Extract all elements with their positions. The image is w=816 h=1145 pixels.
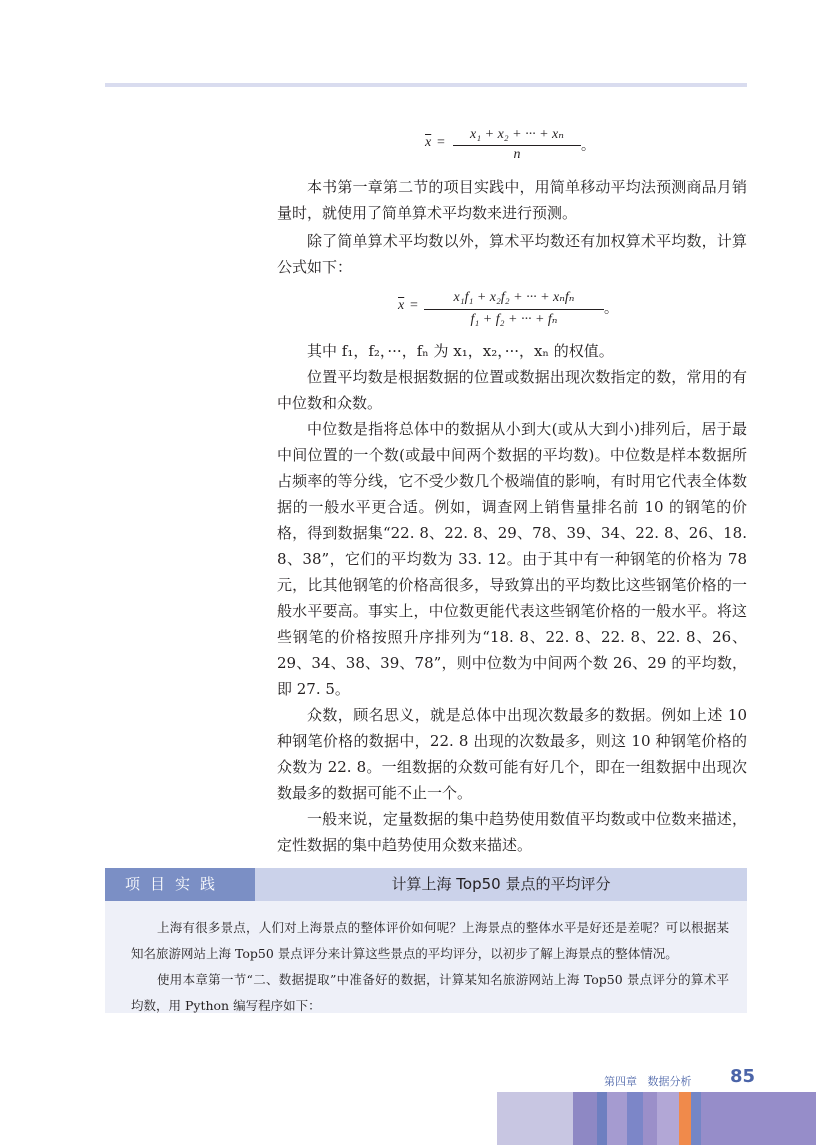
stripe bbox=[627, 1092, 643, 1145]
stripe bbox=[701, 1092, 816, 1145]
decorative-stripes bbox=[497, 1092, 816, 1145]
equals-sign: = bbox=[410, 298, 418, 313]
formula-denominator: n bbox=[513, 147, 521, 162]
stripe bbox=[691, 1092, 701, 1145]
formula-denominator: f₁ + f₂ + ··· + fₙ bbox=[470, 312, 558, 327]
equals-sign: = bbox=[437, 135, 445, 150]
fraction-bar bbox=[453, 145, 581, 146]
formula-lhs: $\overline{x}$ bbox=[425, 135, 432, 150]
stripe bbox=[497, 1092, 573, 1145]
footer-chapter bbox=[604, 1073, 692, 1089]
stripe bbox=[573, 1092, 597, 1145]
paragraph: 位置平均数是根据数据的位置或数据出现次数指定的数，常用的有中位数和众数。 bbox=[277, 368, 747, 412]
project-paragraph: 使用本章第一节“二、数据提取”中准备好的数据，计算某知名旅游网站上海 Top50 景点评分的算术平均数，用 Python 编写程序如下： bbox=[131, 972, 729, 1013]
page-number: 85 bbox=[730, 1066, 756, 1087]
stripe bbox=[643, 1092, 657, 1145]
chapter-label: 第四章 bbox=[604, 1075, 637, 1088]
formula-end: 。 bbox=[604, 302, 618, 317]
stripe bbox=[597, 1092, 607, 1145]
project-paragraph: 上海有很多景点，人们对上海景点的整体评价如何呢？上海景点的整体水平是好还是差呢？可以根据某知名旅游网站上海 Top50 景点评分来计算这些景点的平均评分，以初步了解上海景点的整体情况。 bbox=[131, 920, 729, 961]
paragraph: 众数，顾名思义，就是总体中出现次数最多的数据。例如上述 10 种钢笔价格的数据中，22. 8 出现的次数最多，则这 10 种钢笔价格的众数为 22. 8。一组数据的众数可能有好几个，即在一组数据中出现次数最多的数据可能不止一个。 bbox=[277, 706, 747, 802]
formula-end: 。 bbox=[581, 139, 595, 154]
stripe bbox=[679, 1092, 691, 1145]
header-rule bbox=[105, 83, 747, 87]
paragraph: 中位数是指将总体中的数据从小到大(或从大到小)排列后，居于最中间位置的一个数(或最中间两个数据的平均数)。中位数是样本数据所占频率的等分线，它不受少数几个极端值的影响，有时用它代表全体数据的一般水平更合适。例如，调查网上销售量排名前 10 的钢笔的价格，得到数据集“22. 8、22. 8、29、78、39、34、22. 8、26、18. 8、38”，它们的平均数为 33. 12。由于其中有一种钢笔的价格为 78 元，比其他钢笔的价格高很多，导致算出的平均数比这些钢笔价格的一般水平要高。事实上，中位数更能代表这些钢笔价格的一般水平。将这些钢笔的价格按照升序排列为“18. 8、22. 8、22. 8、22. 8、26、29、34、38、39、78”，则中位数为中间两个数 26、29 的平均数，即 27. 5。 bbox=[277, 420, 747, 698]
stripe bbox=[657, 1092, 679, 1145]
fraction-bar bbox=[424, 309, 604, 310]
mean-formula bbox=[425, 126, 595, 166]
section-label: 数据分析 bbox=[647, 1075, 692, 1088]
paragraph: 其中 f₁，f₂，···，fₙ 为 x₁，x₂，···，xₙ 的权值。 bbox=[307, 342, 614, 360]
project-description bbox=[105, 901, 747, 1013]
body-section-b bbox=[277, 338, 747, 858]
formula-numerator: x₁ + x₂ + ··· + xₙ bbox=[470, 127, 564, 142]
paragraph: 除了简单算术平均数以外，算术平均数还有加权算术平均数，计算公式如下： bbox=[277, 232, 747, 276]
body-section-a bbox=[277, 174, 747, 280]
formula-lhs: $\overline{x}$ bbox=[398, 298, 405, 313]
project-label: 项目实践 bbox=[105, 868, 255, 901]
stripe bbox=[607, 1092, 627, 1145]
project-title: 计算上海 Top50 景点的平均评分 bbox=[255, 868, 747, 901]
weighted-mean-formula bbox=[398, 289, 628, 331]
paragraph: 一般来说，定量数据的集中趋势使用数值平均数或中位数来描述，定性数据的集中趋势使用众数来描述。 bbox=[277, 810, 747, 854]
paragraph: 本书第一章第二节的项目实践中，用简单移动平均法预测商品月销量时，就使用了简单算术平均数来进行预测。 bbox=[277, 178, 747, 222]
project-header bbox=[105, 868, 747, 901]
formula-numerator: x₁f₁ + x₂f₂ + ··· + xₙfₙ bbox=[453, 290, 575, 305]
